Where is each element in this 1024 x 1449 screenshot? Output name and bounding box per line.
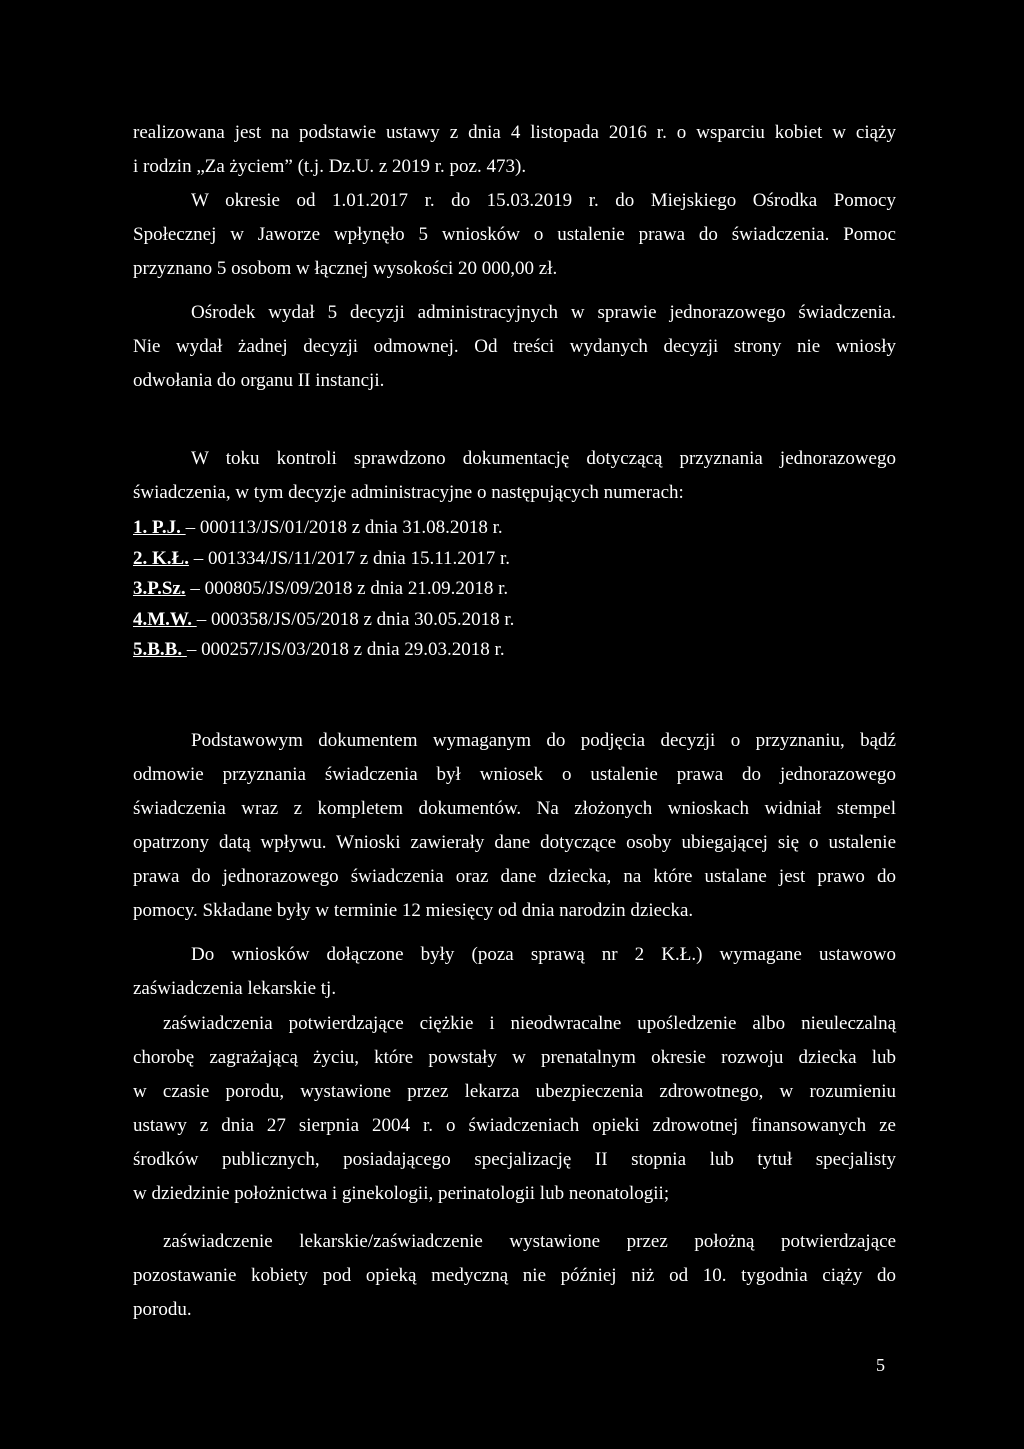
paragraph-legal-basis	[133, 116, 896, 184]
text-line: ustawy z dnia 27 sierpnia 2004 r. o świadczeniach opieki zdrowotnej finansowanych ze	[133, 1115, 896, 1136]
text-line: W okresie od 1.01.2017 r. do 15.03.2019 r. do Miejskiego Ośrodka Pomocy	[191, 190, 896, 211]
list-item	[133, 513, 514, 544]
text-line: zaświadczenia lekarskie tj.	[133, 978, 337, 999]
paragraph-midwife-certificate	[133, 1225, 896, 1327]
page-number: 5	[876, 1355, 885, 1375]
decision-number: – 000805/JS/09/2018 z dnia 21.09.2018 r.	[185, 578, 509, 599]
text-line: świadczenia, w tym decyzje administracyjne o następujących numerach:	[133, 482, 684, 503]
text-line: Społecznej w Jaworze wpłynęło 5 wniosków o ustalenie prawa do świadczenia. Pomoc	[133, 224, 896, 245]
text-line: w dziedzinie położnictwa i ginekologii, perinatologii lub neonatologii;	[133, 1183, 670, 1204]
paragraph-decisions-issued	[133, 296, 896, 398]
text-line: Do wniosków dołączone były (poza sprawą nr 2 K.Ł.) wymagane ustawowo	[191, 944, 896, 965]
text-line: chorobę zagrażającą życiu, które powstały w prenatalnym okresie rozwoju dziecka lub	[133, 1047, 896, 1068]
paragraph-inspection	[133, 442, 896, 510]
text-line: zaświadczenia potwierdzające ciężkie i nieodwracalne upośledzenie albo nieuleczalną	[163, 1013, 896, 1034]
text-line: środków publicznych, posiadającego specjalizację II stopnia lub tytuł specjalisty	[133, 1149, 896, 1170]
decision-key: 2. K.Ł.	[133, 547, 189, 569]
list-item	[133, 635, 514, 666]
text-line: prawa do jednorazowego świadczenia oraz dane dziecka, na które ustalane jest prawo do	[133, 866, 896, 887]
text-line: świadczenia wraz z kompletem dokumentów. Na złożonych wnioskach widniał stempel	[133, 798, 896, 819]
text-line: Podstawowym dokumentem wymaganym do podjęcia decyzji o przyznaniu, bądź	[191, 730, 896, 751]
decision-key: 3.P.Sz.	[133, 578, 186, 599]
text-line: pozostawanie kobiety pod opieką medyczną nie później niż od 10. tygodnia ciąży do	[133, 1265, 896, 1286]
text-line: Nie wydał żadnej decyzji odmownej. Od treści wydanych decyzji strony nie wniosły	[133, 336, 896, 357]
text-line: pomocy. Składane były w terminie 12 miesięcy od dnia narodzin dziecka.	[133, 900, 694, 921]
text-line: porodu.	[133, 1299, 192, 1320]
decision-number: – 000113/JS/01/2018 z dnia 31.08.2018 r.	[185, 517, 503, 538]
decision-number: – 000358/JS/05/2018 z dnia 30.05.2018 r.	[196, 608, 515, 630]
paragraph-applications	[133, 184, 896, 286]
decision-list	[133, 513, 514, 666]
text-line: realizowana jest na podstawie ustawy z dnia 4 listopada 2016 r. o wsparciu kobiet w ciąży	[133, 122, 896, 143]
decision-key: 5.B.B.	[133, 639, 187, 660]
paragraph-application-document	[133, 724, 896, 928]
text-line: opatrzony datą wpływu. Wnioski zawierały dane dotyczące osoby ubiegającej się o ustalenie	[133, 832, 896, 853]
text-line: odmowie przyznania świadczenia był wniosek o ustalenie prawa do jednorazowego	[133, 764, 896, 785]
decision-number: – 001334/JS/11/2017 z dnia 15.11.2017 r.	[188, 547, 511, 569]
list-item	[133, 605, 514, 636]
decision-key: 4.M.W.	[133, 608, 197, 630]
decision-number: – 000257/JS/03/2018 z dnia 29.03.2018 r.	[186, 639, 505, 660]
text-line: W toku kontroli sprawdzono dokumentację dotyczącą przyznania jednorazowego	[191, 448, 896, 469]
text-line: Ośrodek wydał 5 decyzji administracyjnych w sprawie jednorazowego świadczenia.	[191, 302, 896, 323]
list-item	[133, 574, 514, 605]
text-line: zaświadczenie lekarskie/zaświadczenie wystawione przez położną potwierdzające	[163, 1231, 896, 1252]
text-line: przyznano 5 osobom w łącznej wysokości 20 000,00 zł.	[133, 258, 558, 279]
text-line: i rodzin „Za życiem” (t.j. Dz.U. z 2019 r. poz. 473).	[133, 156, 527, 177]
paragraph-attachments	[133, 938, 896, 1006]
decision-key: 1. P.J.	[133, 517, 186, 538]
text-line: w czasie porodu, wystawione przez lekarza ubezpieczenia zdrowotnego, w rozumieniu	[133, 1081, 896, 1102]
text-line: odwołania do organu II instancji.	[133, 370, 385, 391]
paragraph-medical-certificates	[133, 1007, 896, 1211]
list-item	[133, 544, 514, 575]
